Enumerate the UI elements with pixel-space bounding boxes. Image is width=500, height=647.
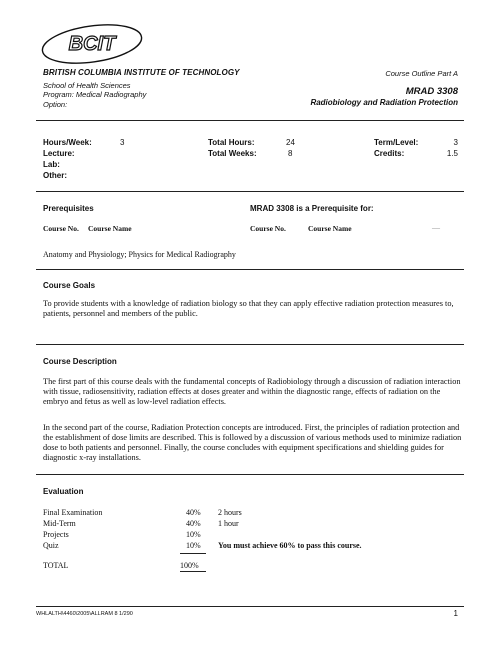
other-label: Other:: [43, 171, 67, 180]
eval-row-label: Mid-Term: [43, 519, 76, 528]
description-heading: Course Description: [43, 357, 117, 366]
eval-row-percent: 10%: [186, 541, 201, 550]
goals-text: To provide students with a knowledge of radiation biology so that they can apply effective radiation protection measures to, patients, personnel and members of the public.: [43, 299, 454, 318]
eval-row-note: 1 hour: [218, 519, 239, 528]
eval-total-label: TOTAL: [43, 561, 69, 570]
lab-label: Lab:: [43, 160, 60, 169]
total-hours-value: 24: [286, 138, 295, 147]
divider: [36, 191, 464, 192]
eval-row-percent: 40%: [186, 508, 201, 517]
hours-week-value: 3: [120, 138, 125, 147]
eval-row-label: Final Examination: [43, 508, 103, 517]
prereq-item: Anatomy and Physiology; Physics for Medical Radiography: [43, 250, 236, 259]
description-para-2: In the second part of the course, Radiation Protection concepts are introduced. First, the principles of radiation protection and the establishment of dose limits are described. This is followed by a discussion of various methods used to minimize radiation dose to both patients and personnel. Finally, the course concludes with equipment specifications and shielding guides for diagnostic x-ray installations.: [43, 423, 462, 462]
footer-path: WHLALTH\4460\2005\ALLRAM 8 1/290: [36, 611, 133, 617]
course-title: Radiobiology and Radiation Protection: [310, 98, 458, 107]
eval-row-label: Quiz: [43, 541, 59, 550]
total-double-underline: [180, 571, 206, 572]
divider: [36, 269, 464, 270]
credits-label: Credits:: [374, 149, 405, 158]
eval-pass-note: You must achieve 60% to pass this course.: [218, 541, 362, 550]
term-level-value: 3: [453, 138, 458, 147]
outline-label: Course Outline Part A: [385, 69, 458, 78]
hours-week-label: Hours/Week:: [43, 138, 92, 147]
prereq-for-course-no-label: Course No.: [250, 224, 286, 233]
eval-row-note: 2 hours: [218, 508, 242, 517]
logo-text: BCIT: [68, 33, 116, 55]
eval-row-percent: 10%: [186, 530, 201, 539]
divider: [36, 474, 464, 475]
bcit-logo: [38, 22, 146, 68]
lecture-label: Lecture:: [43, 149, 75, 158]
prereq-for-dash: —: [432, 223, 440, 232]
goals-heading: Course Goals: [43, 281, 96, 290]
institute-name: BRITISH COLUMBIA INSTITUTE OF TECHNOLOGY: [43, 68, 240, 77]
school-name: School of Health Sciences: [43, 81, 131, 90]
divider: [36, 344, 464, 345]
program-name: Program: Medical Radiography: [43, 90, 147, 99]
total-weeks-label: Total Weeks:: [208, 149, 257, 158]
evaluation-heading: Evaluation: [43, 487, 84, 496]
prereq-course-name-label: Course Name: [88, 224, 132, 233]
total-underline: [180, 553, 206, 554]
credits-value: 1.5: [446, 149, 458, 158]
course-code: MRAD 3308: [405, 86, 458, 97]
description-para-1: The first part of this course deals with the fundamental concepts of Radiobiology through a discussion of radiation interaction with tissue, radiosensitivity, radiation effects at doses greater and within the diagnostic range, effects of radiation on the embryo and fetus as well as low-level radiation effects.: [43, 377, 461, 406]
option-label: Option:: [43, 100, 68, 109]
eval-row-percent: 40%: [186, 519, 201, 528]
eval-row-label: Projects: [43, 530, 69, 539]
eval-total-value: 100%: [180, 561, 199, 570]
page-number: 1: [453, 609, 458, 618]
total-hours-label: Total Hours:: [208, 138, 255, 147]
total-weeks-value: 8: [288, 149, 293, 158]
divider: [36, 120, 464, 121]
prereq-for-heading: MRAD 3308 is a Prerequisite for:: [250, 204, 374, 213]
prereq-course-no-label: Course No.: [43, 224, 79, 233]
prereq-heading: Prerequisites: [43, 204, 94, 213]
term-level-label: Term/Level:: [374, 138, 419, 147]
divider: [36, 606, 464, 607]
prereq-for-course-name-label: Course Name: [308, 224, 352, 233]
